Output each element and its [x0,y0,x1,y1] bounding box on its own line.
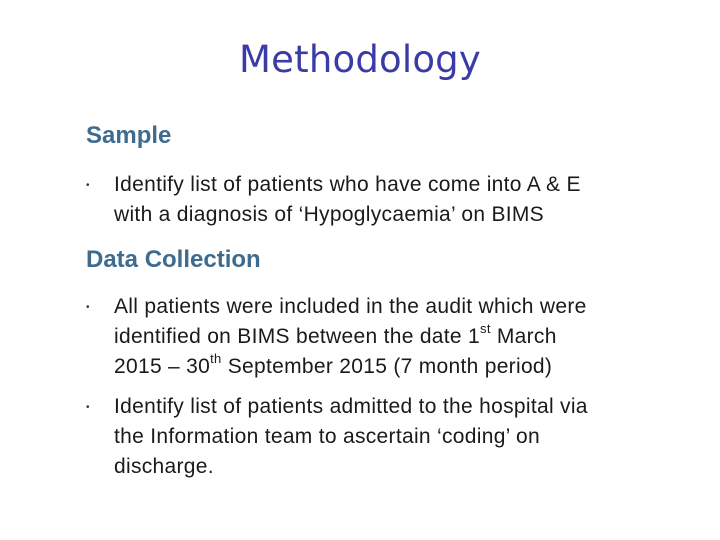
text-run: September 2015 (7 month period) [221,355,553,378]
bullet-text-data-collection-2 [114,392,588,482]
section-heading-sample: Sample [86,122,172,149]
bullet-line: discharge. [114,455,214,478]
slide-title: Methodology [239,38,481,81]
ordinal-suffix: st [480,321,491,336]
section-heading-data-collection: Data Collection [86,246,261,273]
bullet-line [114,352,587,382]
bullet-text-sample-1 [114,170,581,230]
bullet-text-data-collection-1 [114,292,587,382]
bullet-line: with a diagnosis of ‘Hypoglycaemia’ on BIMS [114,203,544,226]
bullet-line: Identify list of patients who have come into A & E [114,173,581,196]
bullet-line: All patients were included in the audit which were [114,295,587,318]
text-run: March [490,325,557,348]
bullet-line: the Information team to ascertain ‘coding’ on [114,425,540,448]
bullet-line [114,322,587,352]
bullet-marker: • [86,402,90,413]
bullet-marker: • [86,180,90,191]
ordinal-suffix: th [210,351,222,366]
text-run: 2015 – 30 [114,355,211,378]
bullet-line: Identify list of patients admitted to the hospital via [114,395,588,418]
text-run: identified on BIMS between the date 1 [114,325,481,348]
bullet-marker: • [86,302,90,313]
